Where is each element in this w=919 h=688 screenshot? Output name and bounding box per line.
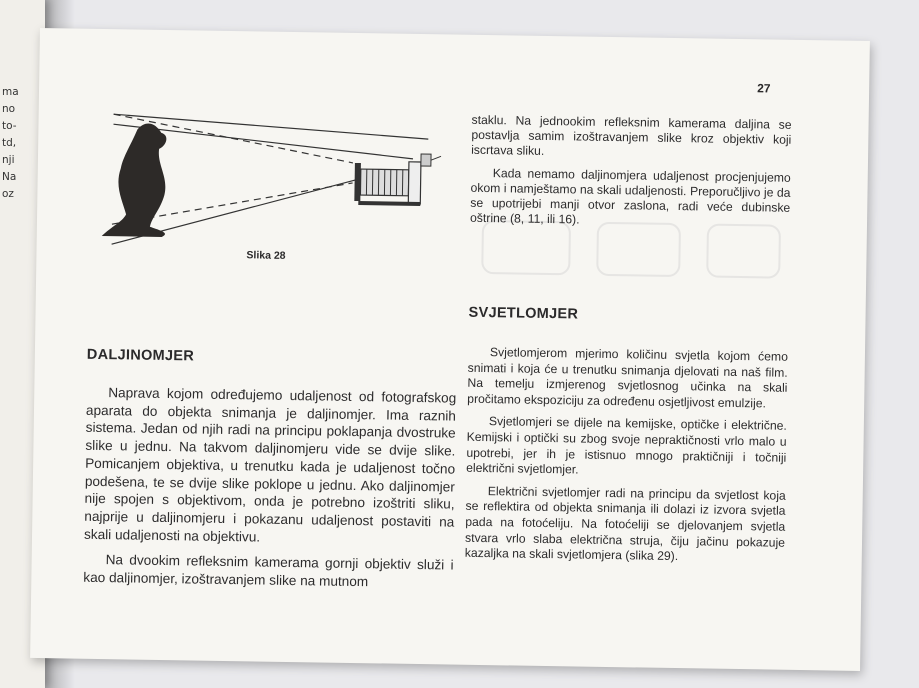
previous-page-text-fragment: no — [2, 103, 16, 115]
paragraph-continued: staklu. Na jednookim refleksnim kamerama daljina se postavlja samim izoštravanjem slike kroz objektiv koji iscrtava sliku. — [471, 112, 792, 159]
book-page — [30, 28, 870, 671]
previous-page-text-fragment: ma — [2, 86, 19, 98]
right-text-column-top — [470, 113, 792, 238]
paragraph: Svjetlomjeri se dijele na kemijske, optičke i električne. Kemijski i optički su zbog svoje nepraktičnosti vrlo malo u upotrebi, jer ih je istisnuo mnogo praktičniji i točniji električni svjetlomjer. — [466, 414, 787, 477]
paragraph: Naprava kojom određujemo udaljenost od fotografskog aparata do objekta snimanja je daljinomjer. Ima raznih sistema. Jedan od njih radi na principu poklapanja dvostruke slike u jednu. Na takvom daljinomjeru vide se dvije slike. Pomicanjem objektiva, u trenutku kada je udaljenost točno podešena, te se dvije slike poklope u jednu. Ako daljinomjer nije spojen s objektivom, onda je potrebno izoštriti sliku, najprije u daljinomjeru i pokazanu udaljenost postaviti na skali udaljenosti na objektivu. — [83, 385, 457, 545]
previous-page-text-fragment: to- — [2, 120, 17, 132]
previous-page-text-fragment: oz — [2, 188, 14, 200]
section-heading-svjetlomjer: SVJETLOMJER — [468, 304, 579, 323]
previous-page-text-fragment: nji — [2, 154, 15, 166]
previous-page-text-fragment: td, — [2, 137, 17, 149]
paragraph: Svjetlomjerom mjerimo količinu svjetla kojom ćemo snimati i koja će u trenutku snimanja djelovati na naš film. Na temelju izmjerenog svjetlosnog učinka na skali pročitamo ekspoziciju za određenu osjetljivost emulzije. — [467, 345, 789, 411]
left-text-column — [83, 384, 456, 601]
figure-caption: Slika 28 — [246, 249, 286, 262]
right-text-column-bottom — [465, 345, 788, 574]
paragraph: Električni svjetlomjer radi na principu da svjetlost koja se reflektira od objekta snimanja ili dolazi iz izvora svjetla pada na fotoćeliju. Na fotoćeliji se djelovanjem svjetla stvara vrlo slaba električna struja, čiju jačinu pokazuje kazaljka na skali svjetlomjera (slika 29). — [464, 483, 786, 564]
paragraph: Kada nemamo daljinomjera udaljenost procjenjujemo okom i namještamo na skali udaljenosti. Preporučljivo je da se upotrijebi manji otvor zaslona, radi veće dubinske oštrine (8, 11, ili 16). — [469, 165, 791, 227]
bellows-camera — [354, 153, 441, 206]
section-heading-daljinomjer: DALJINOMJER — [86, 346, 195, 365]
previous-page-text-fragment: Na — [2, 171, 17, 183]
silhouette-subject — [102, 123, 167, 237]
page-number: 27 — [757, 81, 771, 96]
rangefinder-diagram — [91, 104, 443, 269]
paragraph: Na dvookim refleksnim kamerama gornji objektiv služi i kao daljinomjer, izoštravanjem slike na mutnom — [83, 552, 454, 590]
